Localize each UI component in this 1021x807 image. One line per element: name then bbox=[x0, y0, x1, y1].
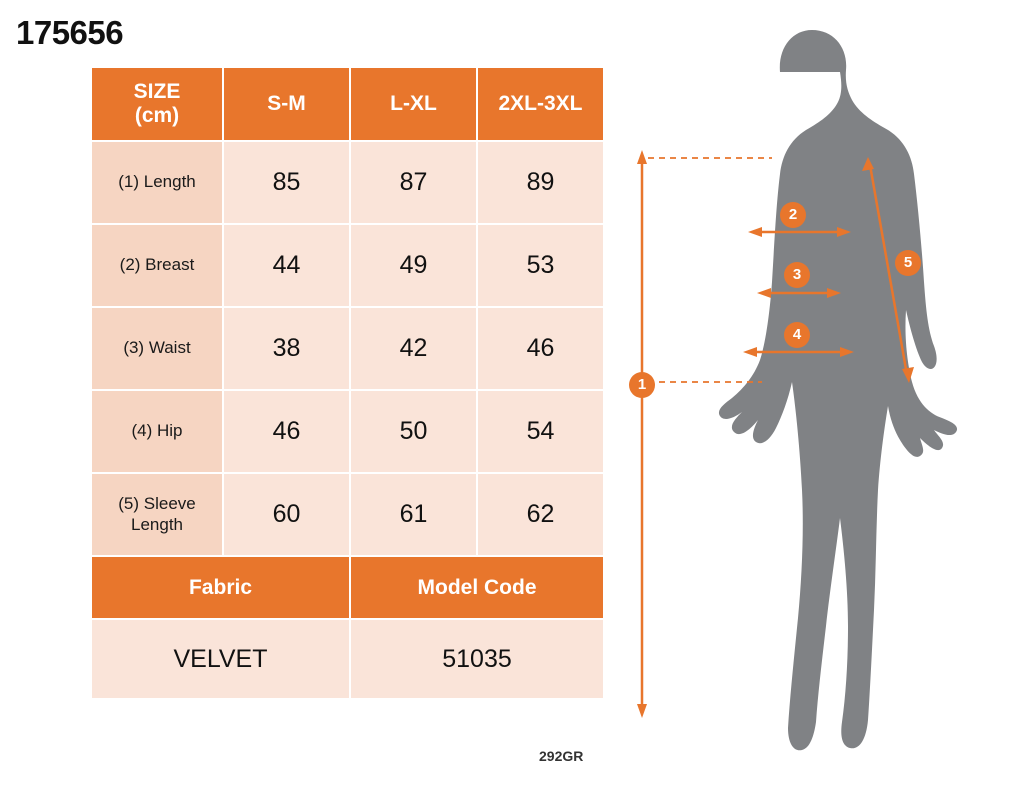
cell-hip-2xl3xl: 54 bbox=[477, 390, 604, 473]
arrow-head-length-top bbox=[637, 150, 647, 164]
cell-hip-sm: 46 bbox=[223, 390, 350, 473]
header-size-unit: (cm) bbox=[134, 104, 180, 127]
table-row bbox=[91, 224, 604, 307]
arrow-head-waist-left bbox=[757, 288, 771, 298]
footer-value-fabric: VELVET bbox=[91, 619, 350, 699]
cell-sleeve-sm: 60 bbox=[223, 473, 350, 556]
cell-waist-sm: 38 bbox=[223, 307, 350, 390]
header-size-main: SIZE bbox=[133, 79, 181, 103]
cell-waist-lxl: 42 bbox=[350, 307, 477, 390]
figure-svg bbox=[612, 10, 1012, 790]
header-size bbox=[91, 67, 223, 141]
row-label-breast: (2) Breast bbox=[91, 224, 223, 307]
cell-hip-lxl: 50 bbox=[350, 390, 477, 473]
table-row bbox=[91, 141, 604, 224]
header-2xl-3xl: 2XL-3XL bbox=[477, 67, 604, 141]
footer-header-fabric: Fabric bbox=[91, 556, 350, 619]
header-s-m: S-M bbox=[223, 67, 350, 141]
badge-hip: 4 bbox=[784, 322, 810, 348]
arrow-head-length-bottom bbox=[637, 704, 647, 718]
table-footer-header-row bbox=[91, 556, 604, 619]
measurement-figure bbox=[612, 10, 1012, 790]
badge-waist: 3 bbox=[784, 262, 810, 288]
badge-sleeve: 5 bbox=[895, 250, 921, 276]
size-chart-table bbox=[90, 66, 605, 700]
badge-length: 1 bbox=[629, 372, 655, 398]
female-body-silhouette bbox=[719, 30, 957, 750]
row-label-hip: (4) Hip bbox=[91, 390, 223, 473]
weight-note: 292GR bbox=[539, 748, 584, 764]
table-header-row bbox=[91, 67, 604, 141]
row-label-waist: (3) Waist bbox=[91, 307, 223, 390]
cell-sleeve-lxl: 61 bbox=[350, 473, 477, 556]
footer-value-model-code: 51035 bbox=[350, 619, 604, 699]
arrow-head-breast-left bbox=[748, 227, 762, 237]
footer-header-model-code: Model Code bbox=[350, 556, 604, 619]
table-row bbox=[91, 390, 604, 473]
cell-length-sm: 85 bbox=[223, 141, 350, 224]
badge-breast: 2 bbox=[780, 202, 806, 228]
cell-sleeve-2xl3xl: 62 bbox=[477, 473, 604, 556]
cell-breast-sm: 44 bbox=[223, 224, 350, 307]
arrow-head-hip-left bbox=[743, 347, 757, 357]
table-row bbox=[91, 473, 604, 556]
row-label-length: (1) Length bbox=[91, 141, 223, 224]
table-footer-value-row bbox=[91, 619, 604, 699]
header-l-xl: L-XL bbox=[350, 67, 477, 141]
cell-waist-2xl3xl: 46 bbox=[477, 307, 604, 390]
row-label-sleeve-length: (5) Sleeve Length bbox=[91, 473, 223, 556]
cell-length-lxl: 87 bbox=[350, 141, 477, 224]
cell-length-2xl3xl: 89 bbox=[477, 141, 604, 224]
page-title: 175656 bbox=[16, 14, 124, 51]
table-row bbox=[91, 307, 604, 390]
cell-breast-lxl: 49 bbox=[350, 224, 477, 307]
cell-breast-2xl3xl: 53 bbox=[477, 224, 604, 307]
